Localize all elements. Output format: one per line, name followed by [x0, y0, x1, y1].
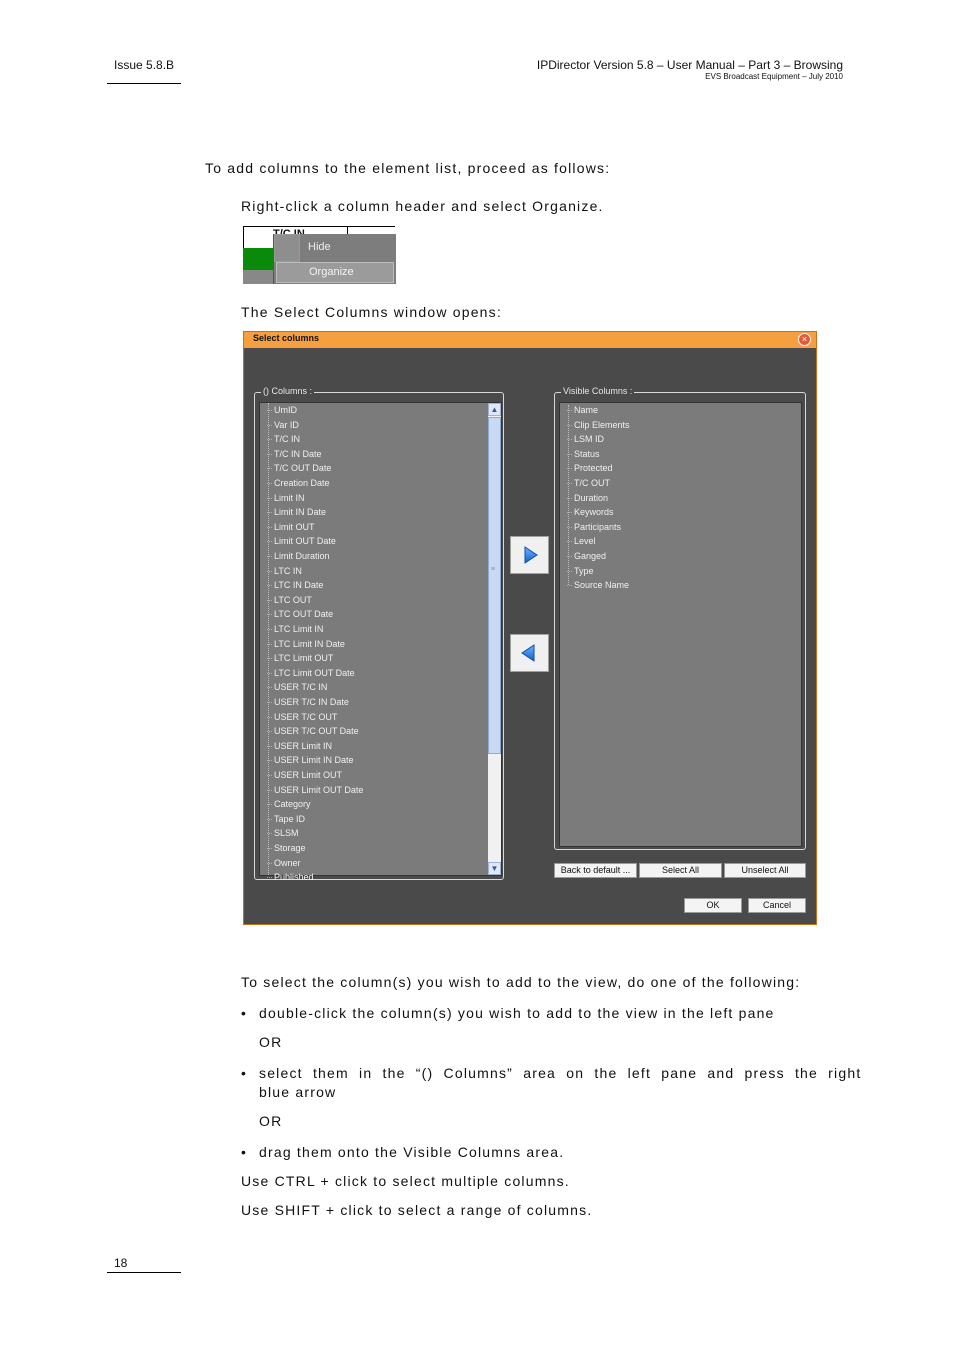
available-column-item-label: USER T/C OUT Date	[274, 726, 359, 737]
available-column-item[interactable]: ··· Limit OUT	[266, 521, 315, 532]
visible-column-item-label: T/C OUT	[574, 478, 610, 488]
available-column-item-label: Limit Duration	[274, 551, 330, 561]
available-column-item-label: Var ID	[274, 419, 299, 430]
available-column-item-label: LTC IN Date	[274, 580, 324, 591]
scroll-down-icon[interactable]: ▼	[488, 862, 501, 875]
available-column-item-label: Limit OUT	[274, 521, 315, 532]
available-column-item[interactable]: ··· USER T/C IN	[266, 682, 328, 693]
visible-column-item-label: Participants	[574, 521, 622, 532]
visible-column-item-label: Keywords	[574, 507, 614, 518]
available-column-item[interactable]: ··· LTC Limit OUT	[266, 653, 334, 664]
select-all-button[interactable]: Select All	[639, 863, 722, 878]
visible-column-item[interactable]: ··· LSM ID	[566, 434, 605, 445]
available-column-item-label: LTC Limit OUT	[274, 653, 334, 664]
or-text-1: OR	[259, 1034, 283, 1050]
issue-label: Issue 5.8.B	[114, 58, 175, 72]
available-column-item[interactable]: ··· LTC Limit OUT Date	[266, 667, 355, 678]
available-column-item-label: USER Limit IN Date	[274, 755, 354, 766]
add-column-button[interactable]	[510, 536, 549, 574]
visible-columns-label: Visible Columns :	[563, 386, 633, 396]
available-column-item-label: LTC OUT	[274, 594, 312, 605]
available-column-item-label: USER Limit OUT Date	[274, 784, 364, 795]
available-column-item[interactable]: ··· T/C IN Date	[266, 448, 322, 459]
available-column-item-label: T/C OUT Date	[274, 463, 332, 474]
available-column-item[interactable]: ··· Tape ID	[266, 813, 306, 824]
visible-column-item-label: Type	[574, 565, 594, 576]
available-column-item[interactable]: ··· Limit IN	[266, 492, 305, 503]
cancel-button[interactable]: Cancel	[748, 898, 806, 913]
available-column-item[interactable]: ··· LTC Limit IN	[266, 624, 324, 634]
dialog-titlebar	[244, 332, 816, 348]
step-2-text: The Select Columns window opens:	[241, 304, 502, 320]
dialog-title: Select columns	[253, 333, 320, 343]
green-cell	[243, 248, 273, 270]
available-column-item[interactable]: ··· USER Limit OUT Date	[266, 784, 364, 795]
bullet-2-line-2: blue arrow	[259, 1084, 337, 1100]
available-column-item-label: USER T/C IN Date	[274, 697, 349, 707]
header-rule	[107, 83, 181, 84]
page-number: 18	[114, 1256, 128, 1270]
available-column-item-label: Storage	[274, 843, 306, 853]
available-column-item-label: Category	[274, 799, 311, 810]
available-column-item[interactable]: ··· USER Limit IN	[266, 740, 333, 751]
bullet-2-line-1: select them in the “() Columns” area on the left pane and press the right	[259, 1065, 862, 1081]
document-header	[537, 58, 843, 82]
menu-item-organize[interactable]: Organize	[309, 266, 354, 278]
available-column-item-label: T/C IN	[274, 434, 300, 445]
available-column-item-label: Published	[274, 872, 314, 883]
visible-column-item[interactable]: ··· Duration	[566, 492, 609, 503]
visible-columns-list[interactable]	[559, 402, 802, 847]
available-column-item-label: LTC Limit OUT Date	[274, 667, 355, 678]
step-1-text: Right-click a column header and select Organize.	[241, 198, 604, 214]
available-column-item[interactable]: ··· Limit Duration	[266, 551, 330, 561]
visible-column-item[interactable]: ··· Type	[566, 565, 594, 576]
visible-column-item[interactable]: ··· Source Name	[566, 580, 630, 591]
or-text-2: OR	[259, 1113, 283, 1129]
available-column-item[interactable]: ··· Limit IN Date	[266, 507, 327, 518]
available-column-item[interactable]: ··· Owner	[266, 857, 301, 868]
available-column-item[interactable]: ··· USER Limit IN Date	[266, 755, 354, 766]
visible-column-item-label: Ganged	[574, 551, 607, 561]
available-column-item-label: Limit IN Date	[274, 507, 327, 518]
available-column-item[interactable]: ··· USER T/C OUT Date	[266, 726, 359, 737]
available-column-item[interactable]: ··· Published	[266, 872, 314, 883]
available-column-item[interactable]: ··· UmID	[266, 405, 297, 415]
available-columns-scrollbar[interactable]: ▲ ≡ ▼	[488, 403, 501, 875]
shift-tip-text: Use SHIFT + click to select a range of columns.	[241, 1202, 593, 1218]
available-column-item-label: LTC Limit IN	[274, 624, 324, 634]
visible-column-item-label: Level	[574, 536, 596, 547]
arrow-right-icon	[511, 537, 548, 573]
available-column-item-label: T/C IN Date	[274, 448, 322, 459]
available-column-item[interactable]: ··· USER T/C OUT	[266, 711, 338, 722]
available-column-item[interactable]: ··· Category	[266, 799, 311, 810]
available-column-item-label: USER Limit IN	[274, 740, 333, 751]
visible-column-item[interactable]: ··· Ganged	[566, 551, 607, 561]
available-column-item[interactable]: ··· Var ID	[266, 419, 299, 430]
available-column-item[interactable]: ··· USER Limit OUT	[266, 770, 343, 780]
available-column-item-label: Limit OUT Date	[274, 536, 336, 547]
bullet-3-text: drag them onto the Visible Columns area.	[259, 1144, 565, 1160]
back-to-default-button[interactable]: Back to default ...	[554, 863, 637, 878]
close-icon[interactable]: ×	[798, 333, 811, 346]
scroll-up-icon[interactable]: ▲	[488, 403, 501, 416]
visible-column-item-label: Source Name	[574, 580, 630, 591]
available-column-item-label: USER T/C OUT	[274, 711, 338, 722]
bullet-1-text: double-click the column(s) you wish to add to the view in the left pane	[259, 1005, 775, 1021]
document-title: IPDirector Version 5.8 – User Manual – Part 3 – Browsing	[536, 58, 843, 72]
available-column-item-label: LTC OUT Date	[274, 609, 334, 620]
available-column-item-label: LTC Limit IN Date	[274, 638, 345, 649]
menu-item-organize-highlight[interactable]	[276, 262, 394, 283]
available-column-item-label: USER Limit OUT	[274, 770, 343, 780]
available-column-item[interactable]: ··· LTC OUT Date	[266, 609, 334, 620]
context-menu-snippet	[243, 226, 395, 284]
footer-rule	[107, 1272, 181, 1273]
intro-text: To add columns to the element list, proceed as follows:	[205, 160, 611, 176]
visible-column-item[interactable]: ··· Keywords	[566, 507, 614, 518]
available-column-item[interactable]: ··· Creation Date	[266, 478, 330, 488]
available-column-item-label: Limit IN	[274, 492, 305, 503]
available-column-item-label: USER T/C IN	[274, 682, 328, 693]
visible-column-item-label: Clip Elements	[574, 419, 630, 430]
available-columns-label: () Columns :	[263, 386, 313, 396]
visible-column-item-label: LSM ID	[574, 434, 605, 445]
visible-column-item[interactable]: ··· Participants	[566, 521, 622, 532]
document-subtitle: EVS Broadcast Equipment – July 2010	[705, 72, 843, 81]
visible-column-item-label: Status	[574, 448, 600, 459]
available-column-item-label: UmID	[274, 405, 297, 415]
unselect-all-button[interactable]: Unselect All	[724, 863, 806, 878]
available-column-item[interactable]: ··· T/C OUT Date	[266, 463, 332, 474]
available-column-item[interactable]: ··· SLSM	[266, 828, 299, 839]
ctrl-tip-text: Use CTRL + click to select multiple columns.	[241, 1173, 570, 1189]
visible-column-item[interactable]: ··· Status	[566, 448, 600, 459]
visible-columns-group	[554, 386, 806, 850]
arrow-left-icon	[511, 635, 548, 671]
available-columns-group	[254, 386, 504, 883]
available-column-item[interactable]: ··· Limit OUT Date	[266, 536, 336, 547]
available-column-item-label: Creation Date	[274, 478, 330, 488]
scroll-thumb[interactable]	[488, 417, 501, 754]
available-column-item[interactable]: ··· Storage	[266, 843, 306, 853]
available-column-item-label: Tape ID	[274, 813, 306, 824]
available-columns-list[interactable]	[259, 402, 502, 883]
ok-button[interactable]: OK	[684, 898, 742, 913]
available-column-item[interactable]: ··· T/C IN	[266, 434, 300, 445]
available-column-item[interactable]: ··· USER T/C IN Date	[266, 697, 349, 707]
visible-column-item-label: Duration	[574, 492, 609, 503]
available-column-item[interactable]: ··· LTC IN Date	[266, 580, 324, 591]
available-column-item[interactable]: ··· LTC IN	[266, 565, 302, 576]
visible-column-item[interactable]: ··· Level	[566, 536, 596, 547]
bullet-icon: •	[241, 1065, 246, 1081]
visible-column-item[interactable]: ··· Name	[566, 405, 599, 415]
select-intro-text: To select the column(s) you wish to add to the view, do one of the following:	[241, 974, 801, 990]
available-column-item[interactable]: ··· LTC OUT	[266, 594, 312, 605]
select-columns-dialog	[243, 331, 817, 925]
available-column-item-label: LTC IN	[274, 565, 302, 576]
visible-column-item[interactable]: ··· T/C OUT	[566, 478, 610, 488]
available-column-item-label: Owner	[274, 857, 301, 868]
remove-column-button[interactable]	[510, 634, 549, 672]
available-column-item[interactable]: ··· LTC Limit IN Date	[266, 638, 345, 649]
available-column-item-label: SLSM	[274, 828, 299, 839]
visible-column-item[interactable]: ··· Clip Elements	[566, 419, 630, 430]
bullet-icon: •	[241, 1005, 246, 1021]
visible-column-item[interactable]: ··· Protected	[566, 463, 613, 474]
visible-column-item-label: Name	[574, 405, 599, 415]
bullet-icon: •	[241, 1144, 246, 1160]
visible-column-item-label: Protected	[574, 463, 613, 474]
context-menu	[273, 234, 396, 284]
menu-item-hide[interactable]: Hide	[308, 241, 331, 253]
